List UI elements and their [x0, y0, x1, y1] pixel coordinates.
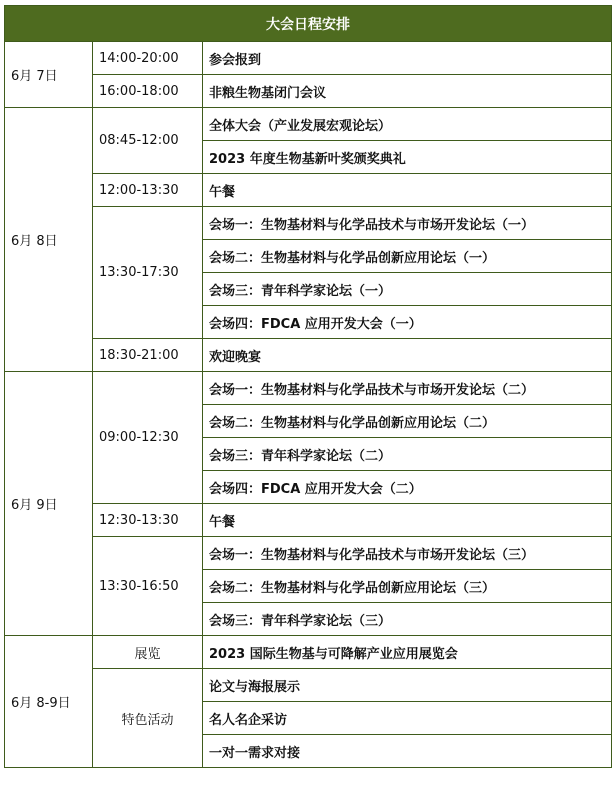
schedule-row [5, 174, 612, 207]
day-date: 6月 7日 [5, 42, 93, 108]
schedule-row [5, 669, 612, 702]
event-item: 会场三：青年科学家论坛（一） [203, 273, 612, 306]
schedule-row [5, 339, 612, 372]
schedule-row [5, 504, 612, 537]
event-item: 会场三：青年科学家论坛（三） [203, 603, 612, 636]
time-slot: 14:00-20:00 [93, 42, 203, 75]
event-item: 午餐 [203, 504, 612, 537]
schedule-row [5, 75, 612, 108]
time-slot: 16:00-18:00 [93, 75, 203, 108]
event-item: 2023 国际生物基与可降解产业应用展览会 [203, 636, 612, 669]
event-item: 会场一：生物基材料与化学品技术与市场开发论坛（一） [203, 207, 612, 240]
event-item: 非粮生物基闭门会议 [203, 75, 612, 108]
event-item: 会场二：生物基材料与化学品创新应用论坛（一） [203, 240, 612, 273]
time-slot: 09:00-12:30 [93, 372, 203, 504]
time-slot: 12:30-13:30 [93, 504, 203, 537]
schedule-row [5, 636, 612, 669]
event-item: 会场一：生物基材料与化学品技术与市场开发论坛（二） [203, 372, 612, 405]
event-item: 欢迎晚宴 [203, 339, 612, 372]
event-item: 一对一需求对接 [203, 735, 612, 768]
schedule-row [5, 537, 612, 570]
schedule-row [5, 42, 612, 75]
day-date: 6月 8-9日 [5, 636, 93, 768]
event-item: 会场一：生物基材料与化学品技术与市场开发论坛（三） [203, 537, 612, 570]
time-slot: 特色活动 [93, 669, 203, 768]
time-slot: 13:30-16:50 [93, 537, 203, 636]
event-item: 会场二：生物基材料与化学品创新应用论坛（三） [203, 570, 612, 603]
event-item: 会场四：FDCA 应用开发大会（一） [203, 306, 612, 339]
schedule-row [5, 207, 612, 240]
event-item: 名人名企采访 [203, 702, 612, 735]
schedule-table [4, 5, 612, 768]
event-item: 会场二：生物基材料与化学品创新应用论坛（二） [203, 405, 612, 438]
time-slot: 13:30-17:30 [93, 207, 203, 339]
time-slot: 08:45-12:00 [93, 108, 203, 174]
header-row [5, 6, 612, 42]
schedule-row [5, 108, 612, 141]
event-item: 会场四：FDCA 应用开发大会（二） [203, 471, 612, 504]
time-slot: 18:30-21:00 [93, 339, 203, 372]
event-item: 论文与海报展示 [203, 669, 612, 702]
schedule-title: 大会日程安排 [5, 6, 612, 42]
day-date: 6月 8日 [5, 108, 93, 372]
time-slot: 12:00-13:30 [93, 174, 203, 207]
event-item: 午餐 [203, 174, 612, 207]
event-item: 参会报到 [203, 42, 612, 75]
day-date: 6月 9日 [5, 372, 93, 636]
event-item: 会场三：青年科学家论坛（二） [203, 438, 612, 471]
time-slot: 展览 [93, 636, 203, 669]
event-item: 2023 年度生物基新叶奖颁奖典礼 [203, 141, 612, 174]
schedule-row [5, 372, 612, 405]
event-item: 全体大会（产业发展宏观论坛） [203, 108, 612, 141]
